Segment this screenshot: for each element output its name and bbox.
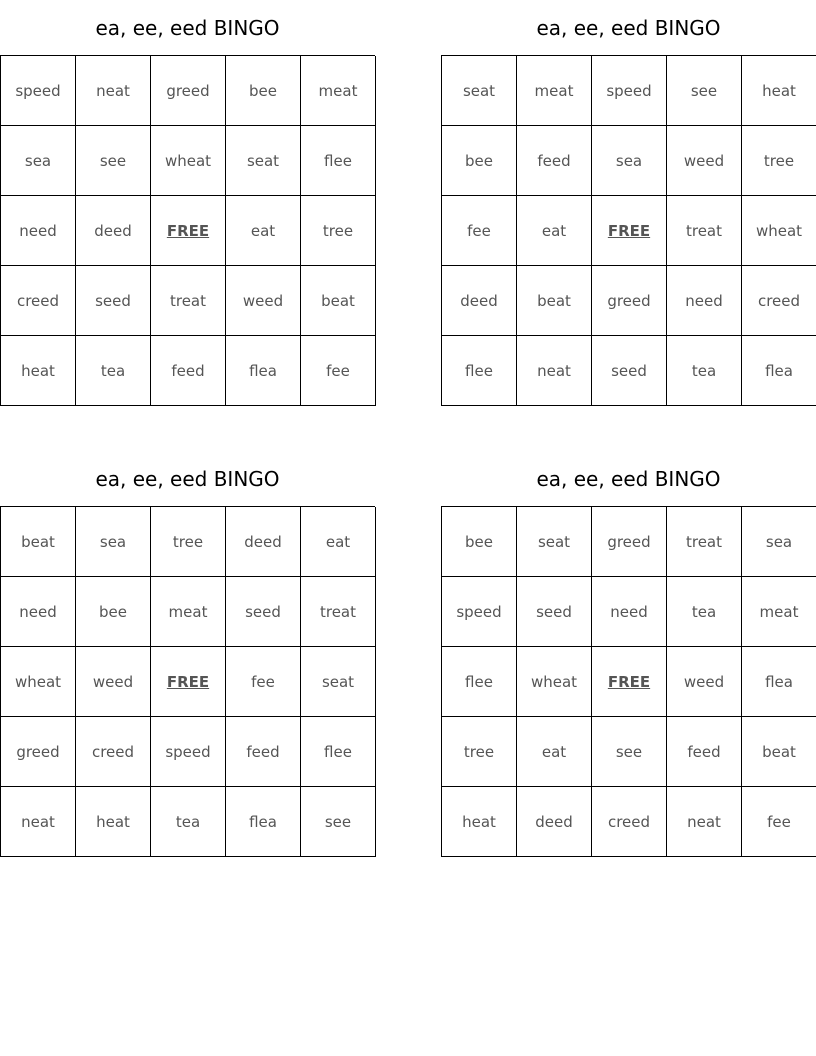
- bingo-cell: weed: [226, 266, 301, 336]
- bingo-cell: seat: [301, 647, 376, 717]
- bingo-cell: treat: [301, 577, 376, 647]
- bingo-cell: see: [592, 717, 667, 787]
- bingo-cell: treat: [667, 196, 742, 266]
- bingo-cell: seed: [76, 266, 151, 336]
- bingo-cell: creed: [742, 266, 816, 336]
- bingo-cell: beat: [742, 717, 816, 787]
- bingo-cell: flee: [442, 647, 517, 717]
- bingo-grid: [0, 506, 375, 857]
- bingo-cell: deed: [517, 787, 592, 857]
- bingo-cell: greed: [1, 717, 76, 787]
- card-title: ea, ee, eed BINGO: [95, 467, 280, 491]
- bingo-cell: sea: [742, 507, 816, 577]
- bingo-cell: weed: [667, 126, 742, 196]
- bingo-cell: see: [667, 56, 742, 126]
- bingo-cell: tree: [742, 126, 816, 196]
- bingo-cell: seat: [517, 507, 592, 577]
- free-space-cell: FREE: [151, 647, 226, 717]
- bingo-cell: seed: [226, 577, 301, 647]
- bingo-cell: creed: [592, 787, 667, 857]
- bingo-cell: beat: [517, 266, 592, 336]
- bingo-cell: neat: [1, 787, 76, 857]
- bingo-cell: sea: [76, 507, 151, 577]
- bingo-cell: treat: [151, 266, 226, 336]
- bingo-cell: see: [76, 126, 151, 196]
- bingo-cell: heat: [442, 787, 517, 857]
- bingo-cell: need: [592, 577, 667, 647]
- bingo-cell: greed: [592, 507, 667, 577]
- bingo-cell: neat: [667, 787, 742, 857]
- bingo-cell: flee: [442, 336, 517, 406]
- bingo-cell: greed: [151, 56, 226, 126]
- card-title: ea, ee, eed BINGO: [536, 467, 721, 491]
- bingo-cell: seed: [517, 577, 592, 647]
- bingo-cell: treat: [667, 507, 742, 577]
- bingo-cell: meat: [151, 577, 226, 647]
- bingo-cell: tea: [667, 336, 742, 406]
- bingo-grid: [441, 506, 816, 857]
- card-title: ea, ee, eed BINGO: [95, 16, 280, 40]
- bingo-cell: feed: [226, 717, 301, 787]
- bingo-cell: tea: [76, 336, 151, 406]
- bingo-cell: seed: [592, 336, 667, 406]
- bingo-cell: bee: [442, 126, 517, 196]
- bingo-cell: deed: [76, 196, 151, 266]
- bingo-cell: tea: [151, 787, 226, 857]
- bingo-cell: wheat: [151, 126, 226, 196]
- free-space-cell: FREE: [592, 196, 667, 266]
- bingo-cell: bee: [226, 56, 301, 126]
- bingo-cell: beat: [1, 507, 76, 577]
- bingo-cell: wheat: [517, 647, 592, 717]
- bingo-cell: flea: [226, 336, 301, 406]
- bingo-cell: weed: [667, 647, 742, 717]
- bingo-cell: wheat: [1, 647, 76, 717]
- bingo-cell: tree: [151, 507, 226, 577]
- free-space-cell: FREE: [592, 647, 667, 717]
- free-space-cell: FREE: [151, 196, 226, 266]
- bingo-cell: speed: [592, 56, 667, 126]
- bingo-cell: deed: [442, 266, 517, 336]
- bingo-cell: weed: [76, 647, 151, 717]
- bingo-cell: bee: [76, 577, 151, 647]
- bingo-cell: meat: [301, 56, 376, 126]
- bingo-cell: eat: [517, 196, 592, 266]
- bingo-cell: speed: [1, 56, 76, 126]
- bingo-cell: feed: [667, 717, 742, 787]
- bingo-cell: heat: [76, 787, 151, 857]
- bingo-cell: flee: [301, 717, 376, 787]
- bingo-cell: need: [1, 196, 76, 266]
- bingo-cell: meat: [742, 577, 816, 647]
- bingo-cell: sea: [1, 126, 76, 196]
- bingo-cell: tree: [442, 717, 517, 787]
- bingo-cell: tea: [667, 577, 742, 647]
- bingo-cell: heat: [1, 336, 76, 406]
- bingo-cell: sea: [592, 126, 667, 196]
- bingo-cell: deed: [226, 507, 301, 577]
- bingo-cell: need: [1, 577, 76, 647]
- bingo-cell: feed: [517, 126, 592, 196]
- bingo-cell: seat: [226, 126, 301, 196]
- bingo-cell: bee: [442, 507, 517, 577]
- bingo-cell: eat: [226, 196, 301, 266]
- bingo-cell: neat: [517, 336, 592, 406]
- bingo-cell: flee: [301, 126, 376, 196]
- bingo-cell: neat: [76, 56, 151, 126]
- bingo-cell: heat: [742, 56, 816, 126]
- bingo-cell: fee: [442, 196, 517, 266]
- bingo-cell: speed: [442, 577, 517, 647]
- bingo-cell: beat: [301, 266, 376, 336]
- card-title: ea, ee, eed BINGO: [536, 16, 721, 40]
- bingo-cell: eat: [301, 507, 376, 577]
- bingo-cell: fee: [742, 787, 816, 857]
- bingo-cell: need: [667, 266, 742, 336]
- bingo-cell: eat: [517, 717, 592, 787]
- bingo-cell: creed: [1, 266, 76, 336]
- bingo-cell: flea: [742, 647, 816, 717]
- bingo-cell: creed: [76, 717, 151, 787]
- bingo-cell: see: [301, 787, 376, 857]
- bingo-cell: fee: [301, 336, 376, 406]
- bingo-cell: fee: [226, 647, 301, 717]
- bingo-cell: speed: [151, 717, 226, 787]
- bingo-grid: [0, 55, 375, 406]
- bingo-grid: [441, 55, 816, 406]
- bingo-cell: wheat: [742, 196, 816, 266]
- bingo-cell: flea: [742, 336, 816, 406]
- bingo-cell: tree: [301, 196, 376, 266]
- bingo-cell: feed: [151, 336, 226, 406]
- bingo-cell: meat: [517, 56, 592, 126]
- bingo-cell: flea: [226, 787, 301, 857]
- bingo-cell: greed: [592, 266, 667, 336]
- bingo-cell: seat: [442, 56, 517, 126]
